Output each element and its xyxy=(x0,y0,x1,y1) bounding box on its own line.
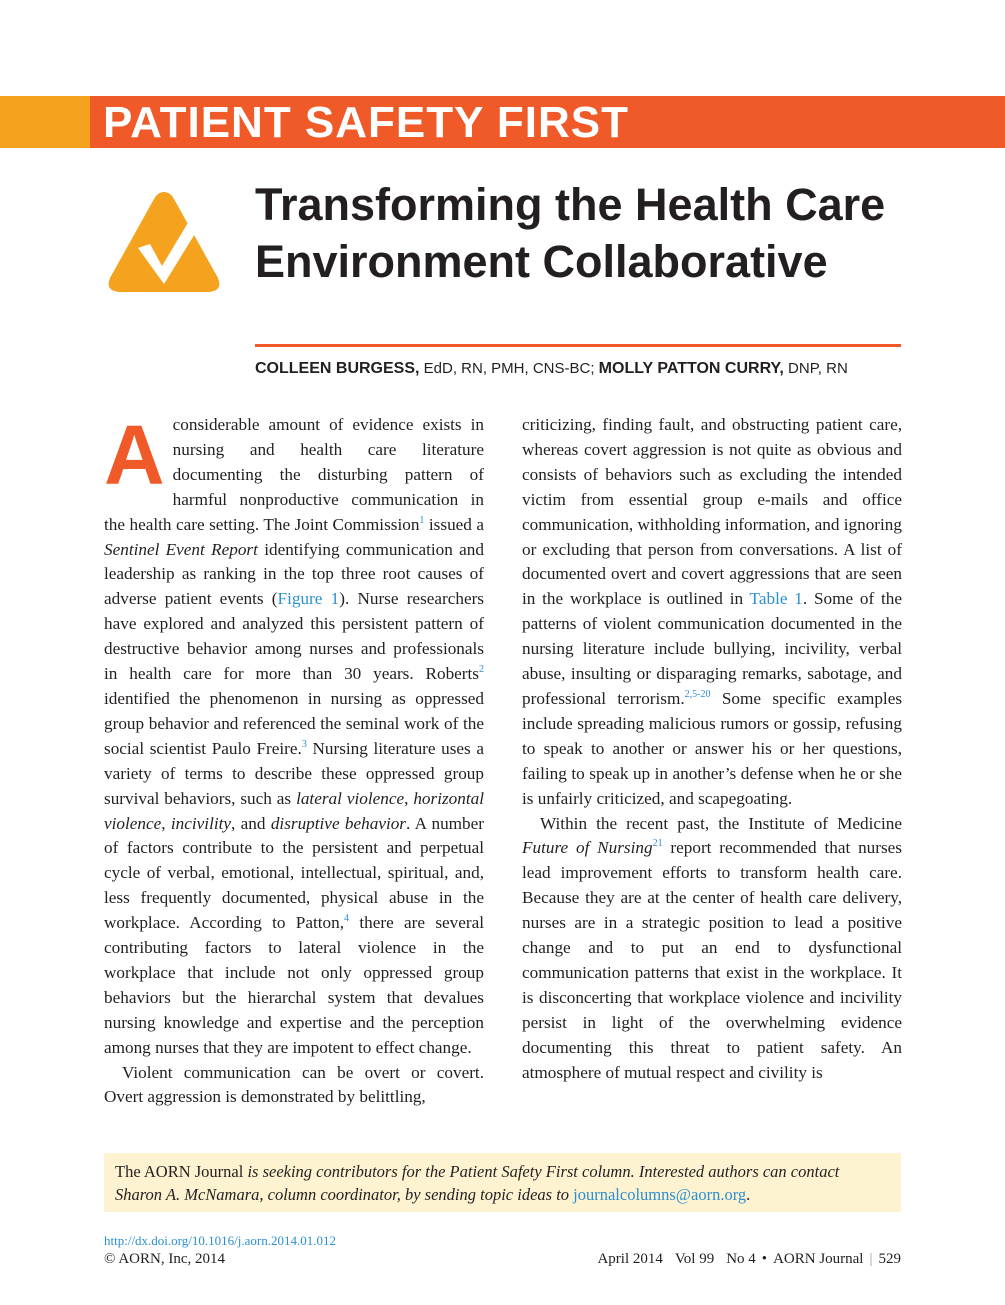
drop-cap: A xyxy=(104,408,165,502)
author-credentials: EdD, RN, PMH, CNS-BC; xyxy=(423,360,595,377)
email-link[interactable]: journalcolumns@aorn.org xyxy=(573,1185,747,1204)
author-name: MOLLY PATTON CURRY, xyxy=(598,360,784,377)
checkmark-triangle-icon xyxy=(104,186,224,298)
journal-name: AORN Journal xyxy=(773,1251,864,1267)
issue-number: No 4 xyxy=(726,1251,756,1267)
paragraph: criticizing, finding fault, and obstructing patient care, whereas covert aggression is not quite as obvious and consists of behaviors such as excluding the intended victim from essential group e-mails and office communication, withholding information, and ignoring or excluding that person from conversations. A list of documented overt and covert aggressions that are seen in the workplace is outlined in Table 1. Some of the patterns of violent communication documented in the nursing literature include bullying, incivility, verbal abuse, insulting or disparaging remarks, sabotage, and professional terrorism.$^{2,5-20}$ Some specific examples include spreading malicious rumors or gossip, refusing to speak to another or answer his or her questions, failing to speak up in another’s defense when he or she is unfairly criticized, and scapegoating. xyxy=(522,415,903,808)
citation-ref[interactable]: 4 xyxy=(344,913,350,925)
citation-ref[interactable]: 3 xyxy=(301,738,307,750)
issue-date: April 2014 xyxy=(597,1251,663,1267)
citation-ref[interactable]: 1 xyxy=(419,514,425,526)
section-title: PATIENT SAFETY FIRST xyxy=(103,98,630,147)
article-title: Transforming the Health Care Environment Collaborative xyxy=(255,179,886,287)
citation-ref[interactable]: 2 xyxy=(479,664,484,676)
issue-volume: Vol 99 xyxy=(674,1251,715,1267)
author-name: COLLEEN BURGESS, xyxy=(255,360,420,377)
author-credentials: DNP, RN xyxy=(788,360,848,377)
body-column-right xyxy=(522,413,902,1085)
figure-link[interactable]: Figure 1 xyxy=(277,589,340,609)
doi-link[interactable]: http://dx.doi.org/10.1016/j.aorn.2014.01.012 xyxy=(104,1233,336,1248)
contributor-notice: The AORN Journal is seeking contributors for the Patient Safety First column. Interested authors can contact Sharon A. McNamara, column coordinator, by sending topic ideas to journalcolumns@aorn.org. xyxy=(104,1153,901,1212)
paragraph: Within the recent past, the Institute of Medicine Future of Nursing$^{21}$ report recommended that nurses lead improvement efforts to transform health care. Because they are at the center of health care delivery, nurses are in a strategic position to lead a positive change and to put an end to dysfunctional communication patterns that exist in the workplace. It is disconcerting that workplace violence and incivility persist in light of the overwhelming evidence documenting this threat to patient safety. An atmosphere of mutual respect and civility is xyxy=(522,813,902,1082)
citation-ref[interactable]: 21 xyxy=(652,838,663,850)
title-divider xyxy=(255,344,901,347)
page-number: 529 xyxy=(878,1251,901,1267)
table-link[interactable]: Table 1 xyxy=(749,589,803,609)
issue-info: April 2014 Vol 99 No 4 • AORN Journal | 529 xyxy=(597,1251,901,1267)
body-column-left xyxy=(104,408,485,1110)
author-line xyxy=(255,360,848,378)
citation-ref[interactable]: 2,5-20 xyxy=(684,688,711,700)
paragraph: Aconsiderable amount of evidence exists in nursing and health care literature documenting the disturbing pattern of harmful nonproductive communication in the health care setting. The Joint Commission$^1$ issued a Sentinel Event Report identifying communication and leadership as ranking in the top three root causes of adverse patient events (Figure 1). Nurse researchers have explored and analyzed this persistent pattern of destructive behavior among nurses and professionals in health care for more than 30 years. Roberts$^2$ identified the phenomenon in nursing as oppressed group behavior and referenced the seminal work of the social scientist Paulo Freire.$^3$ Nursing literature uses a variety of terms to describe these oppressed group survival behaviors, such as lateral violence, horizontal violence, incivility, and disruptive behavior. A number of factors contribute to the persistent and perpetual cycle of verbal, emotional, intellectual, spiritual, and, less frequently documented, physical abuse in the workplace. According to Patton,$^4$ there are several contributing factors to lateral violence in the workplace that include not only oppressed group behaviors but the hierarchal system that devalues nursing knowledge and expertise and the perception among nurses that they are impotent to effect change. xyxy=(104,408,485,1057)
copyright: © AORN, Inc, 2014 xyxy=(104,1251,225,1267)
paragraph: Violent communication can be overt or covert. Overt aggression is demonstrated by belittling, xyxy=(104,1062,484,1107)
